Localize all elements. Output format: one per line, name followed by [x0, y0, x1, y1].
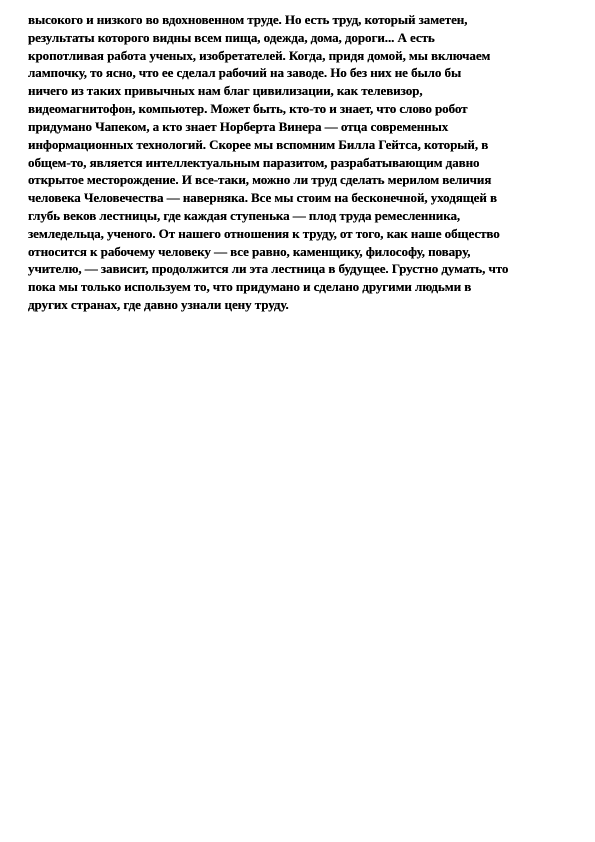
- text-line: высокого и низкого во вдохновенном труде. Но есть труд, который заметен,: [28, 12, 468, 27]
- text-line: открытое месторождение. И все-таки, можно ли труд сделать мерилом величия: [28, 172, 492, 188]
- text-line: земледельца, ученого. От нашего отношения к труду, от того, как наше общество: [28, 225, 500, 241]
- text-line: информационных технологий. Скорее мы вспомним Билла Гейтса, который, в: [28, 136, 489, 152]
- text-line: лампочку, то ясно, что ее сделал рабочий на заводе. Но без них не было бы: [28, 65, 462, 81]
- text-line: других странах, где давно узнали цену труду.: [28, 297, 289, 312]
- text-line: относится к рабочему человеку — все равно, каменщику, философу, повару,: [28, 243, 471, 259]
- text-line: видеомагнитофон, компьютер. Может быть, кто-то и знает, что слово робот: [28, 101, 468, 117]
- body-text: [28, 11, 568, 314]
- text-line: человека Человечества — наверняка. Все мы стоим на бесконечной, уходящей в: [28, 190, 497, 206]
- text-line: результаты которого видны всем пища, одежда, дома, дороги... А есть: [28, 29, 435, 45]
- text-line: ничего из таких привычных нам благ цивилизации, как телевизор,: [28, 83, 423, 99]
- text-line: учителю, — зависит, продолжится ли эта лестница в будущее. Грустно думать, что: [28, 261, 509, 277]
- text-line: пока мы только используем то, что придумано и сделано другими людьми в: [28, 279, 472, 295]
- text-line: придумано Чапеком, а кто знает Норберта Винера — отца современных: [28, 118, 449, 134]
- text-line: кропотливая работа ученых, изобретателей. Когда, придя домой, мы включаем: [28, 47, 491, 63]
- text-line: общем-то, является интеллектуальным паразитом, разрабатывающим давно: [28, 154, 480, 170]
- text-line: глубь веков лестницы, где каждая ступенька — плод труда ремесленника,: [28, 207, 461, 223]
